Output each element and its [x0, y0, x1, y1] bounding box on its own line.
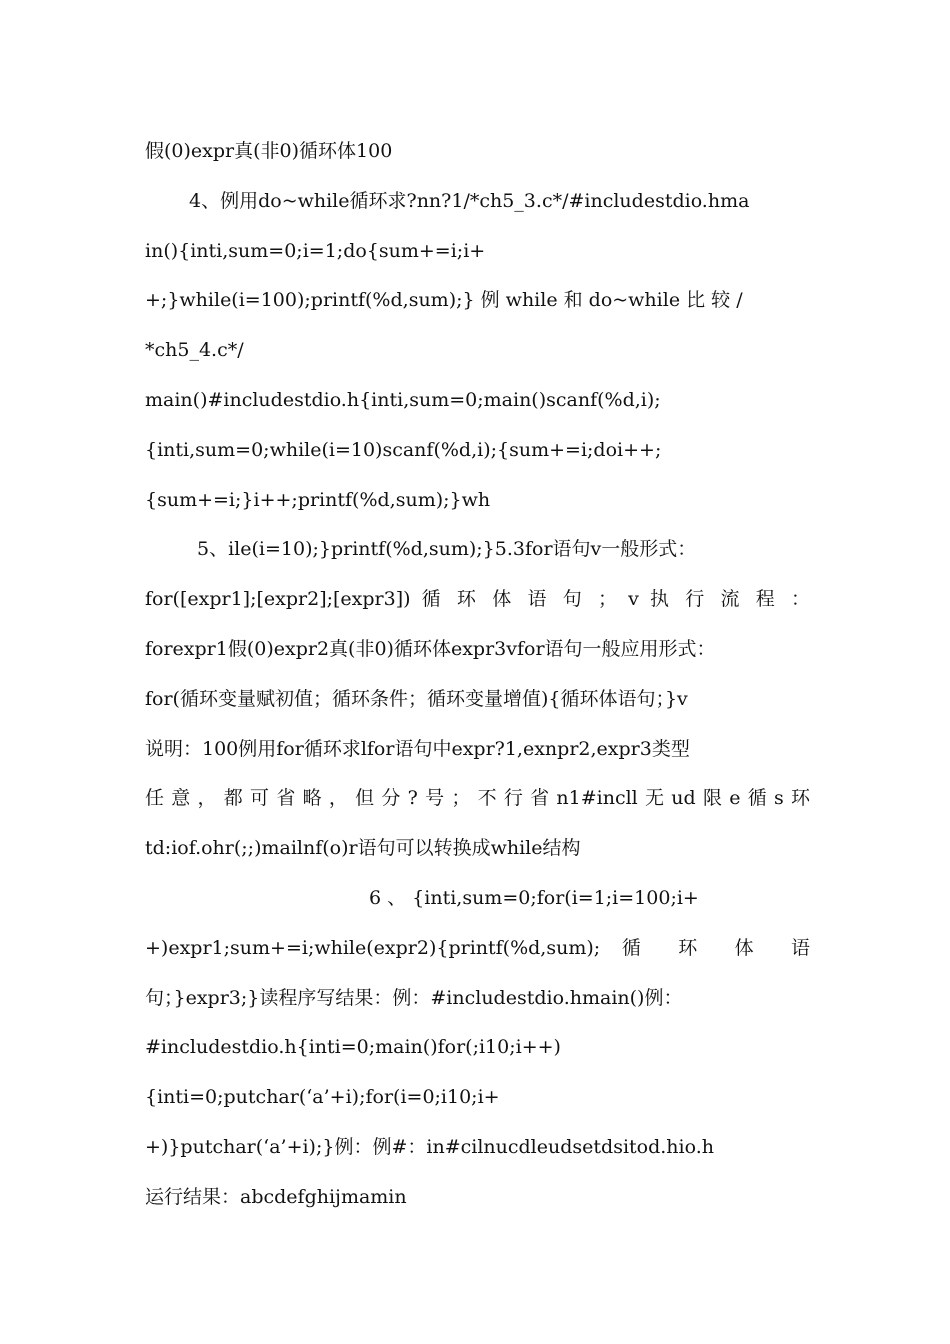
- text-line: #includestdio.h{inti=0;main()for(;i10;i++): [145, 1036, 561, 1059]
- text-line: 任意，都可省略，但分?号；不行省n1#incll无ud限e循s环: [145, 787, 810, 810]
- text-line: +)}putchar(‘a’+i);}例：例#：in#cilnucdleudsetdsitod.hio.h: [145, 1135, 714, 1158]
- text-line: main()#includestdio.h{inti,sum=0;main()scanf(%d,i);: [145, 388, 661, 411]
- document-body: [145, 136, 810, 1232]
- text-line: for([expr1];[expr2];[expr3]) 循 环 体 语 句 ； v 执 行 流 程 ：: [145, 588, 810, 611]
- text-line: +)expr1;sum+=i;while(expr2){printf(%d,sum); 循 环 体 语: [145, 936, 810, 959]
- text-line: 句；}expr3;}读程序写结果：例：#includestdio.hmain()例：: [145, 986, 683, 1009]
- text-line: {inti=0;putchar(‘a’+i);for(i=0;i10;i+: [145, 1086, 500, 1109]
- text-line: +;}while(i=100);printf(%d,sum);} 例 while 和 do~while 比 较 /: [145, 289, 743, 312]
- text-line: td:iof.ohr(;;)mailnf(o)r语句可以转换成while结构: [145, 837, 581, 860]
- text-line: 运行结果：abcdefghijmamin: [145, 1185, 407, 1208]
- text-line: 假(0)expr真(非0)循环体100: [145, 140, 393, 162]
- text-line: 6 、 {inti,sum=0;for(i=1;i=100;i+: [369, 886, 699, 909]
- text-line: for(循环变量赋初值；循环条件；循环变量增值){循环体语句；}v: [145, 687, 688, 710]
- text-line: 5、ile(i=10);}printf(%d,sum);}5.3for语句v一般形式：: [197, 538, 697, 561]
- text-line: 说明：100例用for循环求lfor语句中expr?1,exnpr2,expr3类型: [145, 737, 690, 760]
- text-line: {sum+=i;}i++;printf(%d,sum);}wh: [145, 488, 491, 511]
- text-line: {inti,sum=0;while(i=10)scanf(%d,i);{sum+=i;doi++;: [145, 438, 662, 461]
- text-line: *ch5_4.c*/: [145, 339, 244, 362]
- text-line: forexpr1假(0)expr2真(非0)循环体expr3vfor语句一般应用形式：: [145, 637, 716, 660]
- text-line: 4、例用do~while循环求?nn?1/*ch5_3.c*/#includestdio.hma: [189, 189, 750, 212]
- text-line: in(){inti,sum=0;i=1;do{sum+=i;i+: [145, 239, 486, 262]
